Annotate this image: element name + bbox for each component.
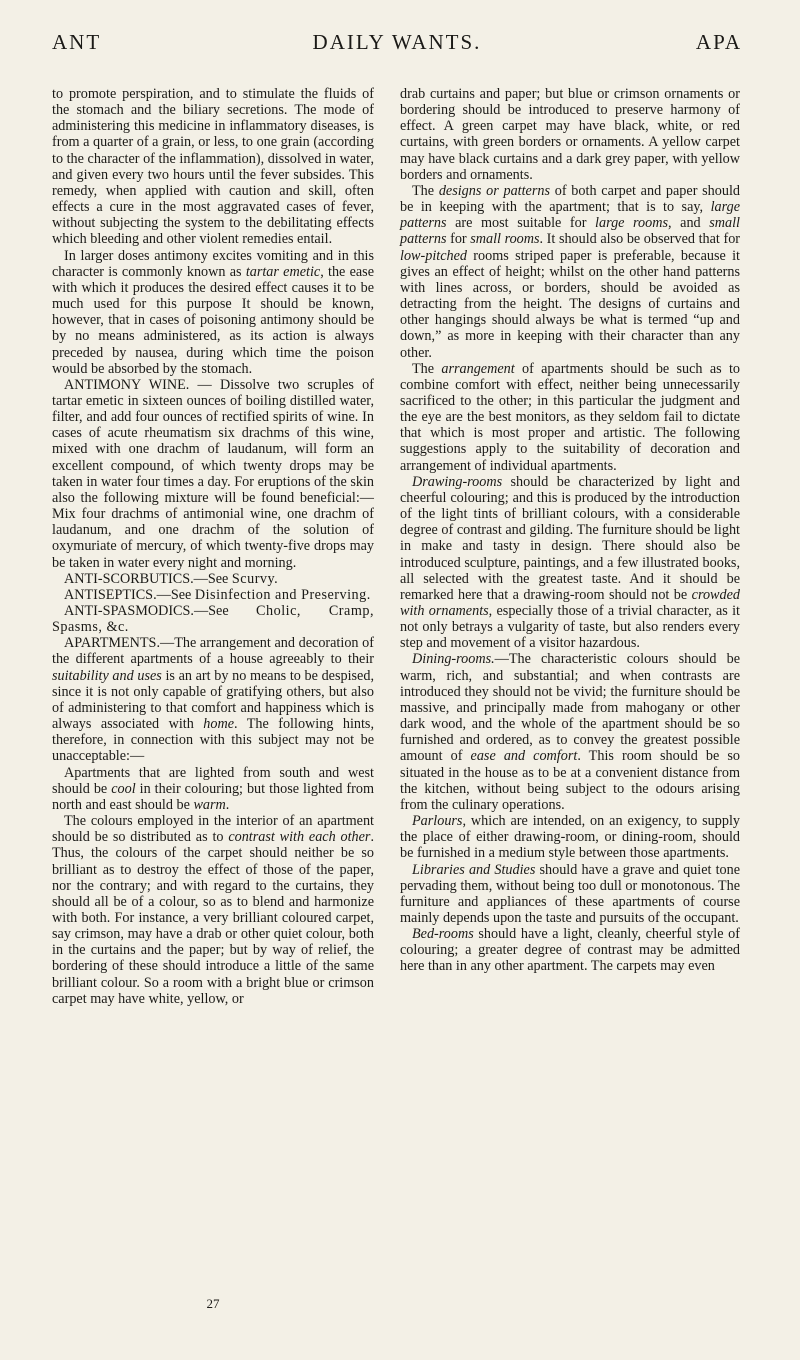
paragraph: drab curtains and paper; but blue or crimson ornaments or bordering should be introduced to preserve harmony of effect. A green carpet may have black, white, or red curtains, with green borders or ornaments. A yellow carpet may have black curtains and a dark grey paper, with yellow borders and ornaments. (400, 86, 740, 183)
paragraph-bed-rooms: Bed-rooms should have a light, cleanly, cheerful style of colouring; a greater degree of contrast may be admitted here than in any other apartment. The carpets may even (400, 926, 740, 975)
entry-term: ANTI-SCORBUTICS. (64, 570, 194, 587)
paragraph: The colours employed in the interior of an apartment should be so distributed as to contrast with each other. Thus, the colours of the carpet should neither be so brilliant as to destroy the effect of those of the paper, nor the contrary; and with regard to the curtains, they should all be of a colour, so as to blend and harmonize with both. For instance, a very brilliant coloured carpet, say crimson, may have a drab or other quiet colour, both in the curtains and the paper; but by way of relief, the bordering of these should introduce a little of the same brilliant colour. So a room with a bright blue or crimson carpet may have white, yellow, or (52, 813, 374, 1007)
entry-anti-scorbutics: ANTI-SCORBUTICS.—See Scurvy. (64, 570, 279, 587)
cross-reference: Cholic, Cramp, Spasms, &c. (52, 603, 374, 636)
paragraph: In larger doses antimony excites vomiting and in this character is commonly known as tartar emetic, the ease with which it produces the desired effect causes it to be much used for this purpose It should be known, however, that in cases of poisoning antimony should be by no means administered, as its action is always preceded by nausea, during which time the poison would be absorbed by the stomach. (52, 247, 374, 377)
running-head-left: ANT (52, 30, 102, 54)
entry-antimony-wine: ANTIMONY WINE. — Dissolve two scruples of tartar emetic in sixteen ounces of boiling distilled water, filter, and add four ounces of rectified spirits of wine. In cases of acute rheumatism six drachms of this wine, mixed with one drachm of laudanum, will form an excellent compound, of which twenty drops may be taken in water four times a day. For eruptions of the skin also the following mixture will be found beneficial:—Mix four drachms of antimonial wine, one drachm of laudanum, and one drachm of the solution of oxymuriate of mercury, of which twenty-five drops may be taken in water every night and morning. (52, 376, 374, 571)
paragraph: The arrangement of apartments should be such as to combine comfort with effect, neither being unnecessarily sacrificed to the other; in this particular the judgment and the eye are the best monitors, as they seldom fail to dictate that which is most proper and artistic. The following suggestions apply to the suitability of decoration and arrangement of individual apartments. (400, 360, 740, 474)
cross-reference: Disinfection and Preserving. (194, 586, 371, 603)
paragraph-libraries: Libraries and Studies should have a grave and quiet tone pervading them, without being too dull or monotonous. The furniture and appliances of these apartments of course mainly depends upon the taste and pursuits of the occupant. (400, 861, 740, 926)
entry-term: APARTMENTS. (64, 635, 160, 652)
paragraph-dining-rooms: Dining-rooms.—The characteristic colours should be warm, rich, and substantial; and when contrasts are introduced they should not be vivid; the furniture should be massive, and principally made from mahogany or other dark wood, and the whole of the apartment should be so furnished and ordered, as to convey the greatest possible amount of ease and comfort. This room should be so situated in the house as to be at a convenient distance from the kitchen, without being subject to the odours arising from the culinary operations. (400, 651, 740, 813)
page-number: 27 (206, 1296, 220, 1311)
paragraph-parlours: Parlours, which are intended, on an exigency, to supply the place of either drawing-room, or dining-room, should be furnished in a medium style between those apartments. (400, 813, 740, 862)
paragraph-drawing-rooms: Drawing-rooms should be characterized by light and cheerful colouring; and this is produced by the introduction of the light tints of brilliant colours, with a considerable degree of contrast and gilding. The furniture should be light in make and tasty in design. There should also be introduced sculpture, paintings, and a few illustrated books, all selected with the greatest taste. And it should be remarked here that a drawing-room should not be crowded with ornaments, especially those of a trivial character, as it not only betrays a vulgarity of taste, but also renders every step and movement of a visitor hazardous. (400, 473, 740, 652)
left-column (52, 86, 374, 1007)
entry-term: ANTI-SPASMODICS. (64, 603, 194, 619)
right-column (400, 86, 740, 975)
running-head (52, 30, 742, 58)
entry-term: ANTISEPTICS. (64, 586, 157, 603)
cross-reference: Scurvy. (231, 570, 279, 587)
entry-antiseptics: ANTISEPTICS.—See Disinfection and Preserving. (64, 586, 371, 603)
running-head-right: APA (695, 30, 742, 54)
running-head-center: DAILY WANTS. (312, 30, 482, 54)
paragraph: to promote perspiration, and to stimulate the fluids of the stomach and the biliary secretions. The mode of administering this medicine in inflammatory diseases, is from a quarter of a grain, or less, to one grain (according to the character of the inflammation), dissolved in water, and given every two hours until the fever subsides. This remedy, when applied with caution and skill, often effects a cure in the most aggravated cases of fever, without subjecting the system to the debilitating effects which bleeding and other violent remedies entail. (52, 86, 374, 248)
paragraph: Apartments that are lighted from south and west should be cool in their colouring; but those lighted from north and east should be warm. (52, 764, 374, 813)
entry-anti-spasmodics: ANTI-SPASMODICS.—See Cholic, Cramp, Spasms, &c. (52, 603, 374, 636)
entry-apartments: APARTMENTS.—The arrangement and decoration of the different apartments of a house agreeably to their suitability and uses is an art by no means to be despised, since it is not only capable of gratifying others, but also of administering to that comfort and happiness which is always associated with home. The following hints, therefore, in connection with this subject may not be unacceptable:— (52, 635, 374, 765)
entry-term: ANTIMONY WINE. (64, 376, 190, 393)
paragraph: The designs or patterns of both carpet and paper should be in keeping with the apartment; that is to say, large patterns are most suitable for large rooms, and small patterns for small rooms. It should also be observed that for low-pitched rooms striped paper is preferable, because it gives an effect of height; whilst on the other hand patterns with lines across, or borders, should be avoided as detracting from the height. The designs of curtains and other hangings should always be what is termed “up and down,” as more in keeping with their character than any other. (400, 182, 741, 361)
